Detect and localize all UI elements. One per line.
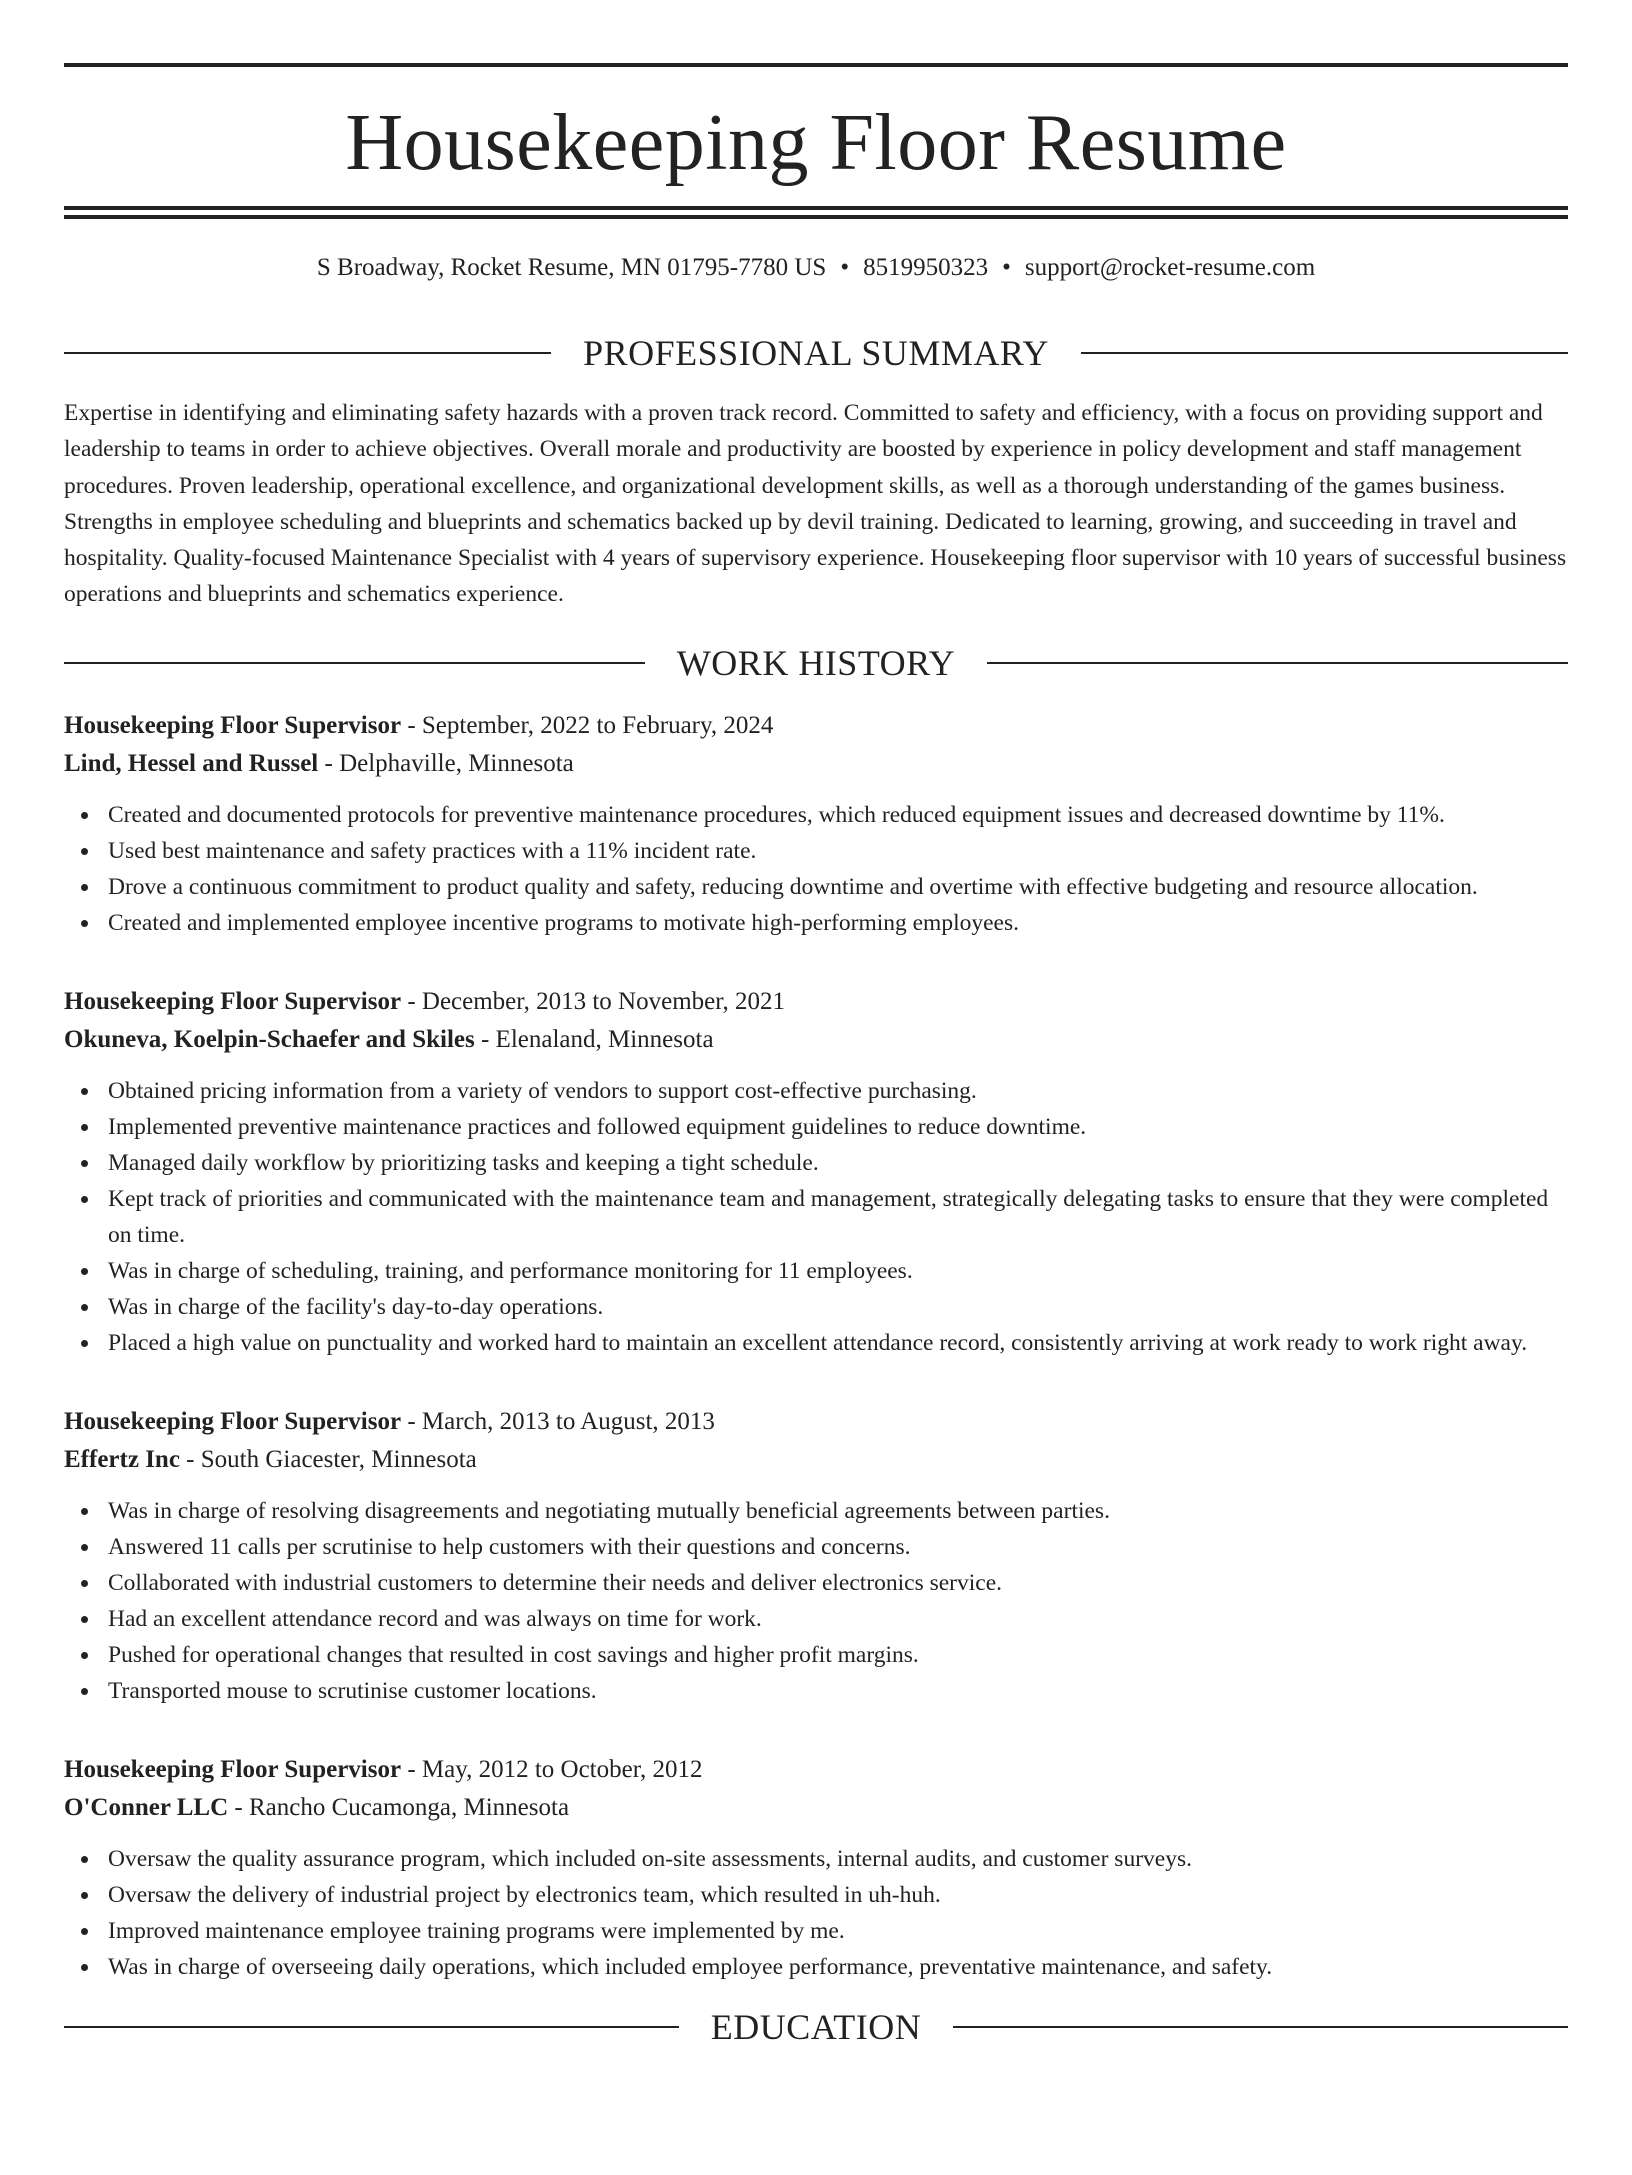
job-bullet-item: Was in charge of scheduling, training, and performance monitoring for 11 employees. <box>64 1253 1568 1289</box>
section-heading-label: PROFESSIONAL SUMMARY <box>583 333 1049 373</box>
job-entry <box>64 1751 1568 1985</box>
job-location: - Delphaville, Minnesota <box>318 749 574 777</box>
job-title: Housekeeping Floor Supervisor <box>64 987 402 1015</box>
job-bullet-item: Obtained pricing information from a variety of vendors to support cost-effective purchasing. <box>64 1073 1568 1109</box>
job-bullet-item: Answered 11 calls per scrutinise to help customers with their questions and concerns. <box>64 1529 1568 1565</box>
job-bullet-list <box>64 797 1568 941</box>
job-bullet-item: Implemented preventive maintenance practices and followed equipment guidelines to reduce downtime. <box>64 1109 1568 1145</box>
job-company-line <box>64 745 1568 783</box>
section-heading-label: WORK HISTORY <box>676 642 956 683</box>
job-bullet-item: Created and documented protocols for preventive maintenance procedures, which reduced equipment issues and decreased downtime by 11%. <box>64 797 1568 833</box>
contact-separator: • <box>840 254 850 281</box>
contact-separator: • <box>1002 254 1011 281</box>
job-title-line <box>64 1403 1568 1441</box>
job-bullet-list <box>64 1493 1568 1709</box>
contact-email: support@rocket-resume.com <box>1024 254 1316 281</box>
job-entry <box>64 983 1568 1361</box>
job-dates: - September, 2022 to February, 2024 <box>401 711 774 739</box>
professional-summary-text: Expertise in identifying and eliminating safety hazards with a proven track record. Committed to safety and efficiency, with a focus on providing support and leadership to teams in order to achieve objectives. Overall morale and productivity are boosted by experience in policy development and staff management procedures. Proven leadership, operational excellence, and organizational development skills, as well as a thorough understanding of the games business. Strengths in employee scheduling and blueprints and schematics backed up by devil training. Dedicated to learning, growing, and succeeding in travel and hospitality. Quality-focused Maintenance Specialist with 4 years of supervisory experience. Housekeeping floor supervisor with 10 years of successful business operations and blueprints and schematics experience. <box>64 400 1567 608</box>
heading-rule-left <box>64 352 551 354</box>
job-title-line <box>64 707 1568 745</box>
job-company-line <box>64 1789 1568 1827</box>
contact-phone: 8519950323 <box>863 254 989 281</box>
contact-line <box>64 253 1568 293</box>
section-heading-education <box>64 2007 1568 2047</box>
job-bullet-item: Improved maintenance employee training programs were implemented by me. <box>64 1913 1568 1949</box>
job-bullet-item: Had an excellent attendance record and was always on time for work. <box>64 1601 1568 1637</box>
job-title: Housekeeping Floor Supervisor <box>64 1755 402 1783</box>
job-location: - Rancho Cucamonga, Minnesota <box>228 1793 570 1821</box>
job-bullet-item: Placed a high value on punctuality and worked hard to maintain an excellent attendance record, consistently arriving at work ready to work right away. <box>64 1325 1568 1361</box>
job-bullet-item: Oversaw the quality assurance program, which included on-site assessments, internal audits, and customer surveys. <box>64 1841 1568 1877</box>
job-company: O'Conner LLC <box>64 1793 229 1821</box>
section-heading-work-history <box>64 643 1568 683</box>
job-company-line <box>64 1021 1568 1059</box>
header-top-rule <box>64 63 1568 67</box>
section-heading-summary <box>64 333 1568 373</box>
job-location: - Elenaland, Minnesota <box>474 1025 714 1053</box>
heading-rule-right <box>987 662 1568 664</box>
job-bullet-item: Managed daily workflow by prioritizing tasks and keeping a tight schedule. <box>64 1145 1568 1181</box>
job-title: Housekeeping Floor Supervisor <box>64 711 402 739</box>
job-bullet-item: Was in charge of resolving disagreements and negotiating mutually beneficial agreements between parties. <box>64 1493 1568 1529</box>
job-location: - South Giacester, Minnesota <box>179 1445 477 1473</box>
job-company: Okuneva, Koelpin-Schaefer and Skiles <box>64 1025 475 1053</box>
job-bullet-item: Was in charge of overseeing daily operations, which included employee performance, preventative maintenance, and safety. <box>64 1949 1568 1985</box>
job-bullet-list <box>64 1073 1568 1361</box>
job-dates: - December, 2013 to November, 2021 <box>401 987 786 1015</box>
job-company: Lind, Hessel and Russel <box>64 749 319 777</box>
work-history-list <box>64 707 1568 1985</box>
heading-rule-right <box>1081 352 1568 354</box>
job-company: Effertz Inc <box>64 1445 180 1473</box>
heading-rule-left <box>64 662 645 664</box>
job-bullet-item: Was in charge of the facility's day-to-day operations. <box>64 1289 1568 1325</box>
resume-title: Housekeeping Floor Resume <box>345 99 1287 187</box>
job-bullet-item: Drove a continuous commitment to product quality and safety, reducing downtime and overtime with effective budgeting and resource allocation. <box>64 869 1568 905</box>
job-entry <box>64 707 1568 941</box>
job-company-line <box>64 1441 1568 1479</box>
contact-address: S Broadway, Rocket Resume, MN 01795-7780 US <box>316 254 827 281</box>
job-dates: - March, 2013 to August, 2013 <box>401 1407 715 1435</box>
job-bullet-list <box>64 1841 1568 1985</box>
job-title-line <box>64 983 1568 1021</box>
job-bullet-item: Pushed for operational changes that resulted in cost savings and higher profit margins. <box>64 1637 1568 1673</box>
header-bottom-rule-1 <box>64 206 1568 210</box>
job-bullet-item: Kept track of priorities and communicated with the maintenance team and management, strategically delegating tasks to ensure that they were completed on time. <box>64 1181 1568 1253</box>
resume-page <box>0 63 1632 2175</box>
header-bottom-rule-2 <box>64 215 1568 219</box>
section-heading-label: EDUCATION <box>710 2006 922 2047</box>
heading-rule-left <box>64 2026 679 2028</box>
job-bullet-item: Oversaw the delivery of industrial project by electronics team, which resulted in uh-huh. <box>64 1877 1568 1913</box>
job-bullet-item: Used best maintenance and safety practices with a 11% incident rate. <box>64 833 1568 869</box>
job-dates: - May, 2012 to October, 2012 <box>401 1755 703 1783</box>
job-bullet-item: Collaborated with industrial customers to determine their needs and deliver electronics service. <box>64 1565 1568 1601</box>
job-bullet-item: Created and implemented employee incentive programs to motivate high-performing employees. <box>64 905 1568 941</box>
job-bullet-item: Transported mouse to scrutinise customer locations. <box>64 1673 1568 1709</box>
job-title: Housekeeping Floor Supervisor <box>64 1407 402 1435</box>
job-entry <box>64 1403 1568 1709</box>
job-title-line <box>64 1751 1568 1789</box>
heading-rule-right <box>953 2026 1568 2028</box>
